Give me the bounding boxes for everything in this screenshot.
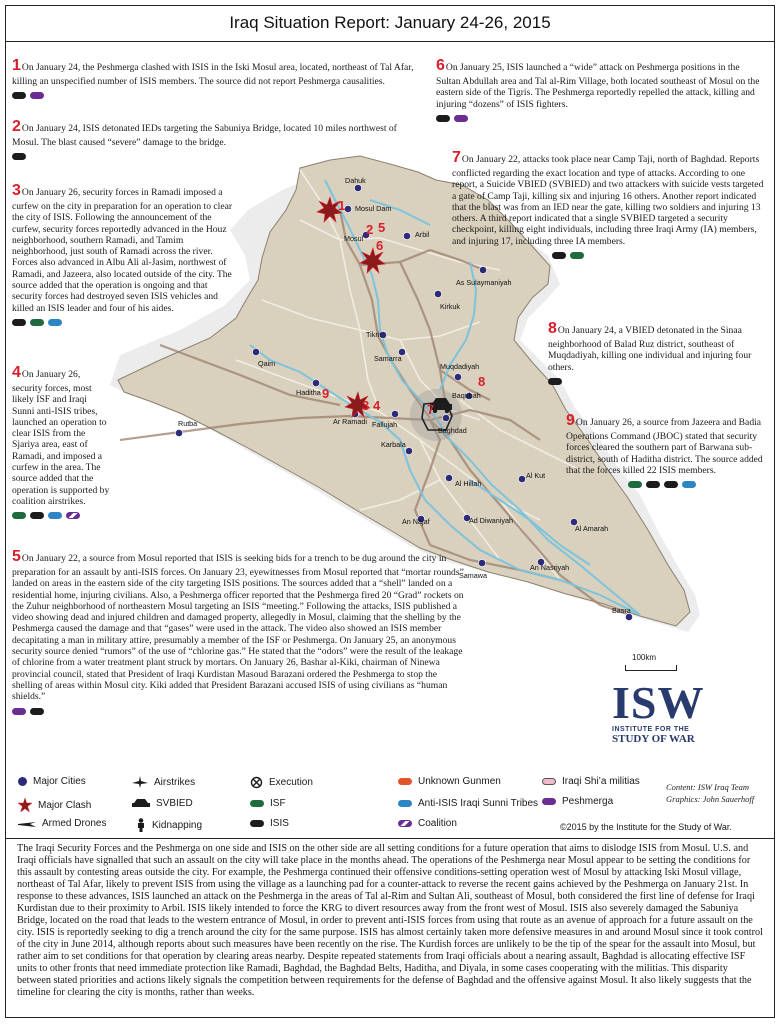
report-text: On January 26, security forces, most likely ISF and Iraqi Sunni anti-ISIS tribes, launched an operation to clear ISIS from the Sjariya area, east of Ramadi, and imposed a curfew in the area. The source added that the operation is supported by coalition airstrikes. [12,369,110,507]
report-number: 9 [566,412,575,429]
legend-execution: Execution [250,776,313,789]
isis-chip [548,378,562,385]
actor-chips [12,319,234,326]
isis-chip [646,481,660,488]
report-number: 2 [12,118,21,135]
person-icon [136,818,146,832]
actor-chips [552,252,770,259]
isf-chip [628,481,642,488]
legend-armed-drones: Armed Drones [18,818,106,829]
isf-chip [30,319,44,326]
city-label: Kirkuk [440,302,460,311]
report-4 [12,364,110,519]
legend-coalition: Coalition [398,818,457,829]
scale-bar [625,665,677,671]
peshmerga-chip [454,115,468,122]
report-text: On January 22, attacks took place near Camp Taji, north of Baghdad. Reports conflicted regarding the exact location and type of attacks. According to one report, a Suicide VBIED (SVBIED) and two attackers with suicide vests targeted a gate of Camp Taji, killing six and injuring 16 others. Another report indicated that the blast was from an IED near the gate, killing two soldiers and injuring 13 others. A third report indicated that a single SVBIED targeted a security checkpoint, killing eight individuals, including three Iraqi Army (IA) members, and injuring 17, including three IA members. [452,154,764,247]
peshmerga-chip [30,92,44,99]
report-text: On January 22, a source from Mosul reported that ISIS is seeking bids for a trench to be dug around the city in preparation for an assault by anti-ISIS forces. On January 23, eyewitnesses from Mosul reported that “mortar rounds” landed on areas in the eastern side of the city targeting ISIS positions. The sources added that a “shell” landed on a residential home, injuring civilians. Also, a Peshmerga officer reported that the Peshmerga fired 20 “Grad” rockets on the Zuhur neighborhood of northeastern Mosul targeting an ISIS “meeting.” Following the attacks, ISIS published a video showing dead and injured children and damaged property, allegedly in Mosul, claiming that the shelling by the Peshmerga caused the damage and that “gases” were used in the attack. The video also showed an ISIS member decapitating a man in military attire, presumably a member of the ISF or Peshmerga. On January 25, an anonymous security source denied “rumors” of the use of “chlorine gas.” He stated that the “odors” were the result of the leakage of chlorine from a water treatment plant struck by mortars. On January 26, Bashar al-Kiki, chairman of Ninewa provincial council, stated that President of Iraqi Kurdistan Masoud Barazani ordered the Peshmerga to stop the shelling of areas within Mosul city. Kiki added that President Barazani accused ISIS of using civilians as “human shields.” [12,553,464,703]
actor-chips [548,378,770,385]
report-9 [566,412,770,488]
legend-major-clash: Major Clash [18,798,91,812]
city-label: Basra [612,606,631,615]
isf-chip [12,512,26,519]
actor-chips [436,115,766,122]
peshmerga-chip [542,798,556,805]
map-event-number: 3 [362,398,370,413]
logo-line-1: INSTITUTE FOR THE [612,726,690,733]
legend-shia-militias: Iraqi Shi’a militias [542,776,640,787]
report-text: On January 25, ISIS launched a “wide” attack on Peshmerga positions in the Sultan Abdullah area and Tal al-Rim Village, both located southeast of Mosul on the eastern side of the Tigris. The Peshmerga reportedly repelled the attack, killing and injuring “dozens” of ISIS fighters. [436,62,760,110]
report-text: On January 24, ISIS detonated IEDs targeting the Sabuniya Bridge, located 10 miles northwest of Mosul. The blast caused “severe” damage to the bridge. [12,123,397,148]
isis-chip [552,252,566,259]
report-7 [452,149,770,259]
map-event-number: 4 [373,398,381,413]
clash-star-icon [18,798,32,812]
summary-paragraph: The Iraqi Security Forces and the Peshmerga on one side and ISIS on the other side are all setting conditions for a future operation that aims to dislodge ISIS from Mosul. U.S. and Iraqi officials have signalled that such an assault on the city will take place in the months ahead. The operations of the Peshmerga near Mosul appear to be setting the conditions for this assault by contesting areas outside the city. For example, the Peshmerga continued their offensive conditions-setting operation west of Mosul by attacking Iski Mosul village, northeast of Tal Afar, likely to prevent ISIS from using the village as a launching pad for a counter-attack to reverse the recent gains achieved by the Peshmerga on January 21st. In response to these advances, ISIS launched an attack on the Peshmerga in the areas of Tal al-Rim and Sultan Ali, southeast of Mosul, both considered the first line of defense for Iraqi Kurdistan due to their proximity to Arbil. ISIS likely intended to force the KRG to divert resources away from the front west of Mosul. ISIS also severely damaged the Sabuniya Bridge, located on the road that leads to the western entrance of Mosul, in order to prevent anti-ISIS forces from using that route as an avenue of approach for a future assault on the city. ISIS is reportedly seeking to dig a trench around the city for the same purpose. ISIS has almost certainly taken more defensive measures in and around Mosul since it took control of the city in June 2014, although reports about such measures have been recently on the rise. The Kurdish forces are unlikely to be the tip of the spear for the assault into Mosul, but rather aim to set conditions for that operation by clearing areas nearby. Despite repeated statements from Iraqi officials about a nearing assault, Baghdad is allocating effective ISF units to other fronts that need immediate protection like Ramadi, Baghdad, the Baghdad Belts, Haditha, and Diyala, in some cases cooperating with the militias. This disparity between stated priorities and actions likely signals the competition between requirements for the defense of Baghdad and the offensive against Mosul. It also likely suggests that the timeline for clearing the city is months, rather than weeks. [5,838,775,1018]
report-number: 6 [436,57,445,74]
actor-chips [12,153,420,160]
copyright: ©2015 by the Institute for the Study of War. [560,822,732,832]
city-label: Mosul Dam [355,204,392,213]
report-5 [12,548,464,715]
legend-major-cities: Major Cities [18,776,86,787]
actor-chips [628,481,770,488]
legend-anti-isis-tribes: Anti-ISIS Iraqi Sunni Tribes [398,798,538,809]
page-title: Iraq Situation Report: January 24-26, 2015 [229,13,551,32]
shia-chip [542,778,556,785]
airstrike-icon [132,776,148,788]
sunni-tribes-chip [398,800,412,807]
car-icon [132,798,150,809]
city-label: Karbala [381,440,406,449]
logo-line-2: STUDY OF WAR [612,733,695,745]
city-label: Al Amarah [575,524,609,533]
gunmen-chip [398,778,412,785]
city-label: An Najaf [402,517,430,526]
map-event-number: 2 [366,222,374,237]
map-event-number: 9 [322,386,330,401]
map-event-number: 6 [376,238,384,253]
city-label: Dahuk [345,176,366,185]
legend-isis: ISIS [250,818,289,829]
city-label: Samawa [459,571,487,580]
actor-chips [12,92,420,99]
report-8 [548,320,770,385]
isis-chip [436,115,450,122]
city-label: Baghdad [438,426,467,435]
report-number: 8 [548,320,557,337]
isis-chip [30,708,44,715]
legend-unknown-gunmen: Unknown Gunmen [398,776,501,787]
report-6 [436,57,766,122]
city-label: Qaim [258,359,276,368]
isis-chip [30,512,44,519]
credit-content: Content: ISW Iraq Team [666,782,750,792]
city-label: As Sulaymaniyah [456,278,512,287]
city-label: Rutba [178,419,198,428]
city-label: Ad Diwaniyah [469,516,513,525]
report-3 [12,182,234,326]
peshmerga-chip [12,708,26,715]
isis-chip [250,820,264,827]
city-label: Fallujah [372,420,398,429]
city-label: Muqdadiyah [440,362,480,371]
city-label: Al Kut [526,471,546,480]
report-1 [12,57,420,99]
report-text: On January 26, a source from Jazeera and Badia Operations Command (JBOC) stated that security forces cleared the southern part of Barwana sub-district, south of Haditha district. The source added that the forces killed 22 ISIS members. [566,417,763,476]
city-label: An Nasriyah [530,563,570,572]
legend-svbied: SVBIED [132,798,193,809]
isw-logo [612,677,724,760]
isf-chip [250,800,264,807]
drone-icon [18,819,36,829]
city-label: Arbil [415,230,430,239]
sunni-tribes-chip [48,319,62,326]
report-number: 5 [12,548,21,565]
isis-chip [664,481,678,488]
execution-icon [250,776,263,789]
svbied-wheel [445,409,449,413]
city-label: Ar Ramadi [333,417,367,426]
isis-chip [12,153,26,160]
legend-peshmerga: Peshmerga [542,796,613,807]
city-label: Mosul [344,234,364,243]
report-text: On January 24, the Peshmerga clashed with ISIS in the Iski Mosul area, located, northeast of Tal Afar, killing an unspecified number of ISIS members. The source did not report Peshmerga causalities. [12,62,414,87]
credit-graphics: Graphics: John Sauerhoff [666,794,755,804]
report-text: On January 26, security forces in Ramadi imposed a curfew on the city in preparation for an operation to clear the city of ISIS. Following the announcement of the curfew, security forces reportedly advanced in the Houz neighborhood, southern Ramadi, and Tamim neighborhood, just south of Ramadi across the river. Forces also advanced in Albu Ali al-Jasim, northwest of Ramadi, and Jazeera, also located outside of the city. The source added that the operation is ongoing and that security forces had destroyed seven ISIS vehicles and killed an ISIS leader and four of his aides. [12,187,233,314]
city-dot-icon [18,777,27,786]
report-number: 3 [12,182,21,199]
map-event-number: 7 [427,402,435,417]
city-label: Tikrit [366,330,382,339]
coalition-chip [398,820,412,827]
sunni-tribes-chip [682,481,696,488]
city-label: Baqubah [452,391,481,400]
report-number: 4 [12,364,21,381]
map-event-number: 8 [478,374,486,389]
report-number: 7 [452,149,461,166]
city-label: Al Hillah [455,479,482,488]
isf-chip [570,252,584,259]
isis-chip [12,319,26,326]
logo-letters: ISW [612,677,705,728]
sunni-tribes-chip [48,512,62,519]
map-event-number: 1 [338,198,346,213]
city-label: Haditha [296,388,321,397]
isis-chip [12,92,26,99]
city-label: Samarra [374,354,402,363]
report-number: 1 [12,57,21,74]
scale-label: 100km [632,653,657,662]
legend-kidnapping: Kidnapping [136,818,202,832]
legend-isf: ISF [250,798,286,809]
actor-chips [12,708,464,715]
report-2 [12,118,420,160]
map-event-number: 5 [378,220,386,235]
coalition-chip [66,512,80,519]
legend-airstrikes: Airstrikes [132,776,195,788]
actor-chips [12,512,110,519]
report-text: On January 24, a VBIED detonated in the Sinaa neighborhood of Balad Ruz district, southeast of Muqdadiyah, killing one individual and injuring four others. [548,325,752,373]
